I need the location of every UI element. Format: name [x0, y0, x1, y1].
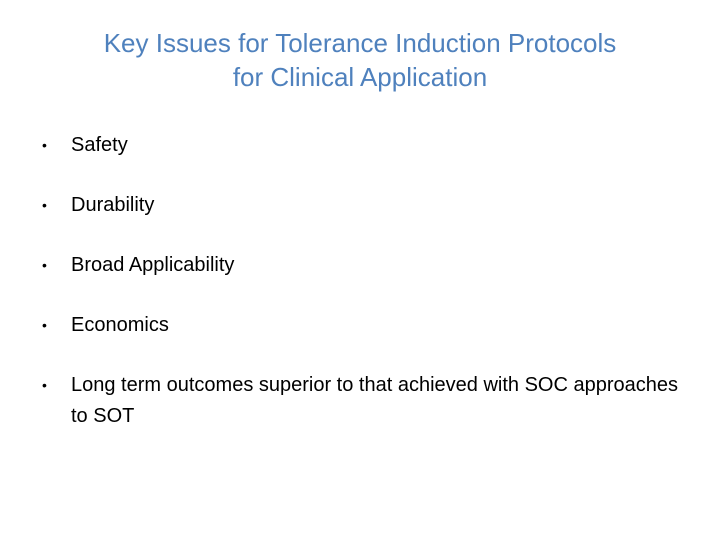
bullet-item-long-term-outcomes	[32, 370, 692, 432]
bullet-text: Broad Applicability	[71, 254, 235, 276]
bullet-item-safety	[32, 130, 692, 161]
bullet-text: Durability	[71, 194, 155, 216]
bullet-text: Long term outcomes superior to that achieved with SOC approaches to SOT	[71, 374, 678, 427]
bullet-dot-icon: •	[42, 257, 47, 273]
bullet-dot-icon: •	[42, 317, 47, 333]
bullet-dot-icon: •	[42, 197, 47, 213]
bullet-list	[32, 130, 692, 432]
bullet-dot-icon: •	[42, 137, 47, 153]
bullet-dot-icon: •	[42, 377, 47, 393]
bullet-text: Economics	[71, 314, 169, 336]
bullet-item-broad-applicability	[32, 250, 692, 281]
bullet-item-durability	[32, 190, 692, 221]
bullet-item-economics	[32, 310, 692, 341]
slide-title-line-1: Key Issues for Tolerance Induction Protocols	[103, 28, 617, 58]
slide-title	[40, 26, 680, 94]
bullet-text: Safety	[71, 134, 128, 156]
slide-title-line-2: for Clinical Application	[232, 62, 488, 92]
